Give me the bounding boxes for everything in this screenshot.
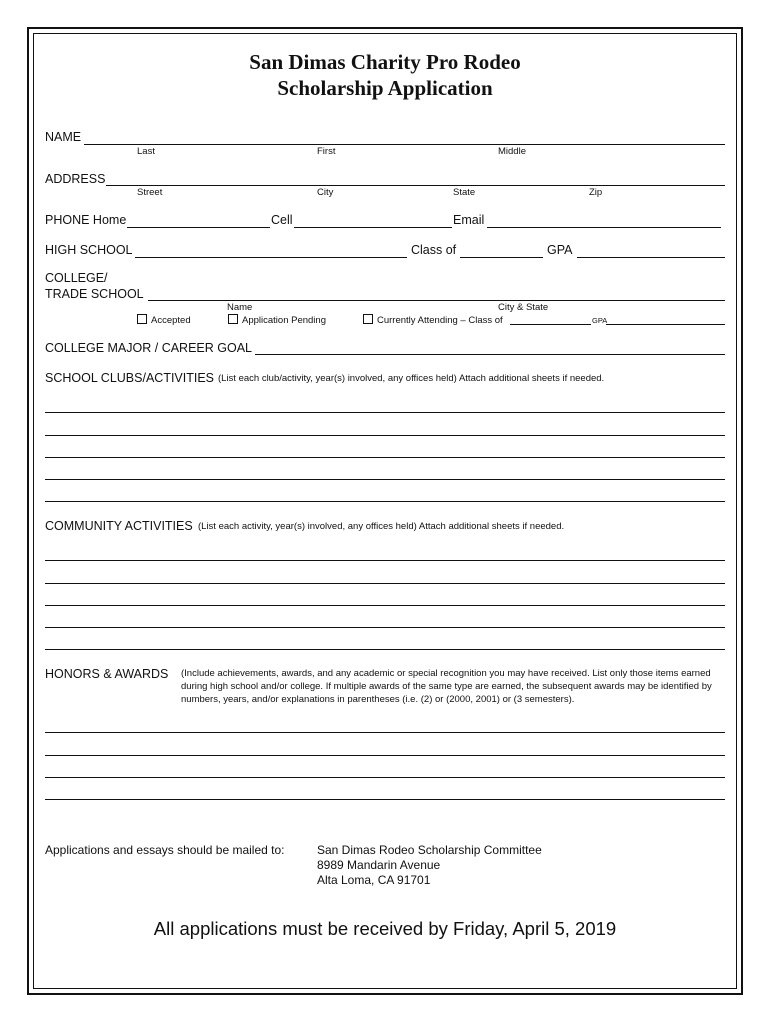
- honors-line-2[interactable]: [45, 755, 725, 756]
- address-sub-state: State: [453, 187, 476, 198]
- class-of-label: Class of: [411, 243, 457, 257]
- honors-note: (Include achievements, awards, and any academic or special recognition you may have received. List only those items earned during high school and/or college. If multiple awards of the same type are earned, the subsequent awards may be identified by numbers, years, and/or explanations in parentheses (i.e. (2) or (2000, 2001) or (3 semesters).: [181, 668, 712, 705]
- college-gpa-field[interactable]: [606, 324, 725, 325]
- honors-line-3[interactable]: [45, 777, 725, 778]
- high-school-field[interactable]: [135, 257, 407, 258]
- address-sub-city: City: [317, 187, 334, 198]
- college-label-line2: TRADE SCHOOL: [45, 287, 144, 301]
- attending-checkbox[interactable]: [363, 314, 373, 324]
- class-of-field[interactable]: [460, 257, 543, 258]
- name-field[interactable]: [84, 144, 725, 145]
- email-label: Email: [453, 213, 485, 227]
- college-field[interactable]: [148, 300, 725, 301]
- major-label: COLLEGE MAJOR / CAREER GOAL: [45, 341, 252, 355]
- community-line-2[interactable]: [45, 583, 725, 584]
- deadline-notice: All applications must be received by Friday, April 5, 2019: [153, 918, 617, 939]
- attending-option[interactable]: [363, 314, 503, 326]
- community-label: COMMUNITY ACTIVITIES: [45, 519, 193, 533]
- name-sub-last: Last: [137, 146, 155, 157]
- clubs-line-3[interactable]: [45, 457, 725, 458]
- address-sub-street: Street: [137, 187, 163, 198]
- high-school-label: HIGH SCHOOL: [45, 243, 133, 257]
- pending-label: Application Pending: [242, 315, 326, 326]
- email-field[interactable]: [487, 227, 721, 228]
- address-field[interactable]: [106, 185, 725, 186]
- community-note: (List each activity, year(s) involved, any offices held) Attach additional sheets if needed.: [198, 521, 565, 532]
- mail-address-line2: 8989 Mandarin Avenue: [317, 858, 441, 872]
- phone-cell-label: Cell: [271, 213, 293, 227]
- accepted-checkbox[interactable]: [137, 314, 147, 324]
- clubs-line-2[interactable]: [45, 435, 725, 436]
- clubs-line-5[interactable]: [45, 501, 725, 502]
- form-title-line1: San Dimas Charity Pro Rodeo: [249, 50, 521, 74]
- community-line-4[interactable]: [45, 627, 725, 628]
- clubs-line-4[interactable]: [45, 479, 725, 480]
- accepted-label: Accepted: [151, 315, 191, 326]
- mail-address-line3: Alta Loma, CA 91701: [317, 873, 431, 887]
- honors-line-4[interactable]: [45, 799, 725, 800]
- honors-label: HONORS & AWARDS: [45, 667, 169, 681]
- community-line-3[interactable]: [45, 605, 725, 606]
- name-sub-middle: Middle: [498, 146, 526, 157]
- mail-address-line1: San Dimas Rodeo Scholarship Committee: [317, 843, 542, 857]
- phone-home-field[interactable]: [127, 227, 270, 228]
- gpa-field[interactable]: [577, 257, 725, 258]
- major-field[interactable]: [255, 354, 725, 355]
- clubs-label: SCHOOL CLUBS/ACTIVITIES: [45, 371, 215, 385]
- address-sub-zip: Zip: [589, 187, 603, 198]
- college-sub-name: Name: [227, 302, 253, 313]
- mail-label: Applications and essays should be mailed to:: [45, 843, 285, 857]
- form-title-line2: Scholarship Application: [277, 76, 493, 100]
- college-sub-city-state: City & State: [498, 302, 549, 313]
- phone-home-label: PHONE Home: [45, 213, 127, 227]
- pending-option[interactable]: [228, 314, 326, 326]
- honors-line-1[interactable]: [45, 732, 725, 733]
- attending-label: Currently Attending – Class of: [377, 315, 503, 326]
- name-label: NAME: [45, 130, 82, 144]
- college-label-line1: COLLEGE/: [45, 271, 108, 285]
- pending-checkbox[interactable]: [228, 314, 238, 324]
- attending-class-field[interactable]: [510, 324, 591, 325]
- clubs-note: (List each club/activity, year(s) involved, any offices held) Attach additional sheets if needed.: [218, 373, 605, 384]
- community-line-5[interactable]: [45, 649, 725, 650]
- college-gpa-label: GPA: [592, 316, 608, 325]
- clubs-line-1[interactable]: [45, 412, 725, 413]
- address-label: ADDRESS: [45, 172, 106, 186]
- gpa-label: GPA: [547, 243, 573, 257]
- community-line-1[interactable]: [45, 560, 725, 561]
- phone-cell-field[interactable]: [294, 227, 452, 228]
- accepted-option[interactable]: [137, 314, 191, 326]
- name-sub-first: First: [317, 146, 336, 157]
